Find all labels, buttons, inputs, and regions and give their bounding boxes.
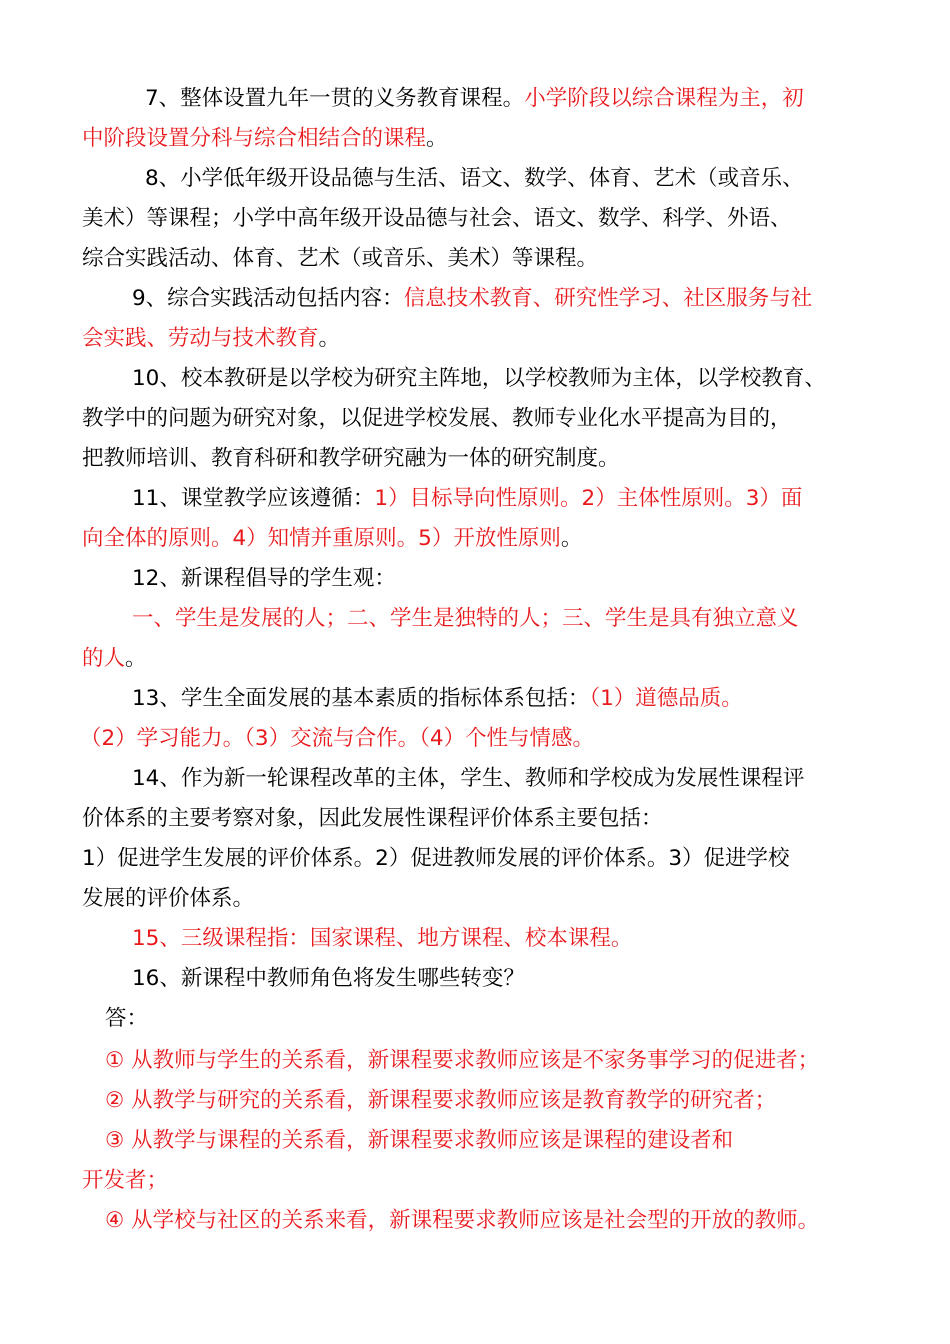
item-9-line-1: [132, 284, 812, 314]
item-7-text: 7、整体设置九年一贯的义务教育课程。: [145, 86, 525, 111]
item-10-line-2: 教学中的问题为研究对象，以促进学校发展、教师专业化水平提高为目的，: [82, 406, 792, 431]
item-11-line-1: [132, 484, 802, 514]
item-9-highlight: 信息技术教育、研究性学习、社区服务与社: [403, 286, 813, 311]
item-12-highlight-cont: 的人: [82, 646, 126, 671]
item-12-title: 12、新课程倡导的学生观：: [132, 566, 396, 591]
item-12-line-3: [82, 644, 147, 674]
item-13-line-1: [132, 684, 743, 714]
item-16-answer-2: ② 从教学与研究的关系看，新课程要求教师应该是教育教学的研究者；: [105, 1088, 777, 1113]
item-16-answer-label: 答：: [105, 1006, 149, 1031]
item-8-line-1: 8、小学低年级开设品德与生活、语文、数学、体育、艺术（或音乐、: [145, 166, 804, 191]
item-16-answer-3: ③ 从教学与课程的关系看，新课程要求教师应该是课程的建设者和: [105, 1128, 734, 1153]
item-16-answer-3-cont: 开发者；: [82, 1168, 169, 1193]
item-11-end: 。: [560, 526, 583, 551]
item-12-highlight: 一、学生是发展的人；二、学生是独特的人；三、学生是具有独立意义: [132, 606, 799, 631]
item-11-highlight-cont: 向全体的原则。4）知情并重原则。5）开放性原则: [82, 526, 561, 551]
item-16-question: 16、新课程中教师角色将发生哪些转变？: [132, 966, 525, 991]
item-15-line: 15、三级课程指：国家课程、地方课程、校本课程。: [132, 926, 633, 951]
item-10-line-3: 把教师培训、教育科研和教学研究融为一体的研究制度。: [82, 446, 620, 471]
item-13-highlight: （1）道德品质。: [589, 686, 743, 711]
item-16-answer-1: ① 从教师与学生的关系看，新课程要求教师应该是不家务事学习的促进者；: [105, 1048, 820, 1073]
item-14-line-1: 14、作为新一轮课程改革的主体，学生、教师和学校成为发展性课程评: [132, 766, 805, 791]
item-7-end: 。: [426, 126, 448, 151]
item-12-end: 。: [125, 646, 147, 671]
item-8-line-2: 美术）等课程；小学中高年级开设品德与社会、语文、数学、科学、外语、: [82, 206, 792, 231]
item-14-line-2: 价体系的主要考察对象，因此发展性课程评价体系主要包括：: [82, 806, 663, 831]
item-7-line-2: [82, 124, 448, 154]
item-7-highlight-cont: 中阶段设置分科与综合相结合的课程: [82, 126, 427, 151]
item-9-text: 9、综合实践活动包括内容：: [132, 286, 404, 311]
item-9-end: 。: [318, 326, 341, 351]
item-11-text: 11、课堂教学应该遵循：: [132, 486, 375, 511]
item-11-line-2: [82, 524, 582, 554]
item-8-line-3: 综合实践活动、体育、艺术（或音乐、美术）等课程。: [82, 246, 599, 271]
item-9-line-2: [82, 324, 340, 354]
item-14-line-4: 发展的评价体系。: [82, 886, 255, 911]
item-14-line-3: 1）促进学生发展的评价体系。2）促进教师发展的评价体系。3）促进学校: [82, 846, 790, 871]
item-7-highlight: 小学阶段以综合课程为主，初: [524, 86, 804, 111]
item-10-line-1: 10、校本教研是以学校为研究主阵地，以学校教师为主体，以学校教育、: [132, 366, 826, 391]
item-13-text: 13、学生全面发展的基本素质的指标体系包括：: [132, 686, 590, 711]
item-7-line-1: [145, 84, 804, 114]
item-9-highlight-cont: 会实践、劳动与技术教育: [82, 326, 319, 351]
item-13-highlight-cont: （2）学习能力。（3）交流与合作。（4）个性与情感。: [80, 726, 595, 751]
item-11-highlight: 1）目标导向性原则。2）主体性原则。3）面: [374, 486, 803, 511]
item-16-answer-4: ④ 从学校与社区的关系来看，新课程要求教师应该是社会型的开放的教师。: [105, 1208, 820, 1233]
